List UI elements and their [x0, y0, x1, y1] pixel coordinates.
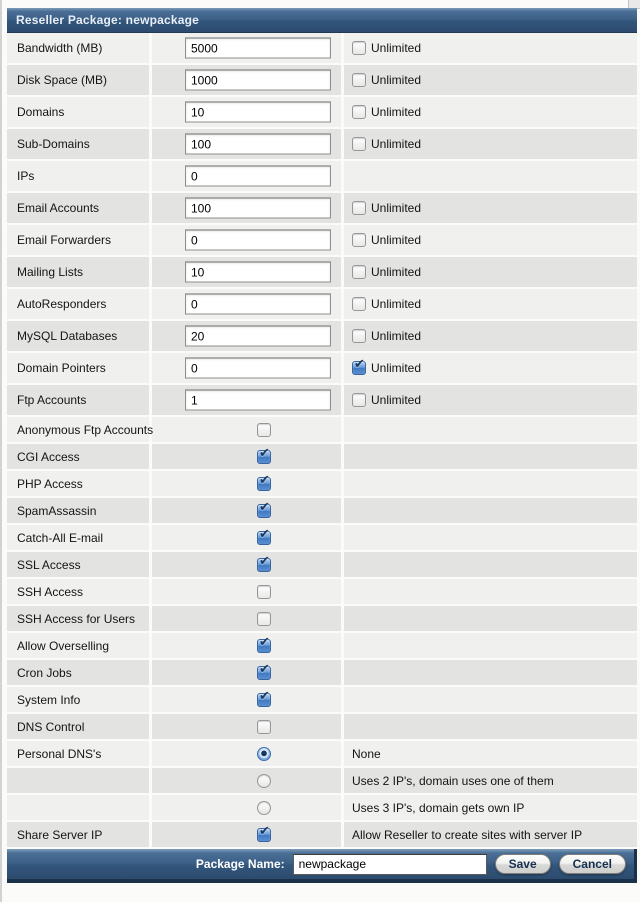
row-label: Personal DNS's: [17, 746, 102, 761]
row-php-access: [7, 471, 637, 498]
sub-domains-unlimited-checkbox[interactable]: [352, 137, 366, 151]
row-ssh-access-for-users: [7, 606, 637, 633]
save-button[interactable]: Save: [495, 854, 551, 874]
ssh-access-checkbox[interactable]: [257, 585, 271, 599]
row-label: Catch-All E-mail: [17, 530, 104, 545]
domain-pointers-input[interactable]: [185, 358, 331, 379]
mailing-lists-unlimited-checkbox[interactable]: [352, 265, 366, 279]
row-allow-overselling: [7, 633, 637, 660]
row-dns-control: [7, 714, 637, 741]
anonymous-ftp-accounts-checkbox[interactable]: [257, 423, 271, 437]
row-label: Ftp Accounts: [17, 393, 87, 407]
unlimited-label: Unlimited: [371, 393, 422, 407]
option-description: Allow Reseller to create sites with server IP: [352, 827, 583, 842]
row-email-forwarders: [7, 225, 637, 257]
ssh-access-for-users-checkbox[interactable]: [257, 612, 271, 626]
domains-unlimited-checkbox[interactable]: [352, 105, 366, 119]
unlimited-label: Unlimited: [371, 233, 422, 247]
row-label: Domain Pointers: [17, 361, 106, 375]
share-server-ip-checkbox[interactable]: [257, 828, 271, 842]
cgi-access-checkbox[interactable]: [257, 450, 271, 464]
mysql-databases-unlimited-checkbox[interactable]: [352, 329, 366, 343]
domain-pointers-unlimited-checkbox[interactable]: [352, 361, 366, 375]
system-info-checkbox[interactable]: [257, 693, 271, 707]
row-label: SSL Access: [17, 557, 81, 572]
row-label: IPs: [17, 169, 35, 183]
sub-domains-input[interactable]: [185, 134, 331, 155]
row-autoresponders: [7, 289, 637, 321]
email-accounts-input[interactable]: [185, 198, 331, 219]
personal-dns-radio-24[interactable]: [257, 747, 271, 761]
dns-control-checkbox[interactable]: [257, 720, 271, 734]
row-label: Email Forwarders: [17, 233, 112, 247]
email-forwarders-unlimited-checkbox[interactable]: [352, 233, 366, 247]
row-label: Email Accounts: [17, 201, 100, 215]
row-anonymous-ftp-accounts: [7, 417, 637, 444]
row-row: [7, 768, 637, 795]
row-label: PHP Access: [17, 476, 83, 491]
spamassassin-checkbox[interactable]: [257, 504, 271, 518]
row-sub-domains: [7, 129, 637, 161]
row-label: Mailing Lists: [17, 265, 84, 279]
row-bandwidth-mb: [7, 33, 637, 65]
php-access-checkbox[interactable]: [257, 477, 271, 491]
row-ips: [7, 161, 637, 193]
disk-space-mb-input[interactable]: [185, 70, 331, 91]
row-system-info: [7, 687, 637, 714]
row-share-server-ip: [7, 822, 637, 849]
option-description: Uses 2 IP's, domain uses one of them: [352, 773, 554, 788]
row-label: SSH Access for Users: [17, 611, 136, 626]
bandwidth-mb-unlimited-checkbox[interactable]: [352, 41, 366, 55]
ips-input[interactable]: [185, 166, 331, 187]
package-settings-rows: [7, 33, 637, 849]
unlimited-label: Unlimited: [371, 297, 422, 311]
row-personal-dns-s: [7, 741, 637, 768]
email-accounts-unlimited-checkbox[interactable]: [352, 201, 366, 215]
unlimited-label: Unlimited: [371, 73, 422, 87]
row-email-accounts: [7, 193, 637, 225]
panel-title: Reseller Package: newpackage: [16, 13, 200, 27]
unlimited-label: Unlimited: [371, 41, 422, 55]
unlimited-label: Unlimited: [371, 201, 422, 215]
unlimited-label: Unlimited: [371, 137, 422, 151]
catch-all-e-mail-checkbox[interactable]: [257, 531, 271, 545]
row-label: Share Server IP: [17, 827, 103, 842]
option-description: Uses 3 IP's, domain gets own IP: [352, 800, 525, 815]
unlimited-label: Unlimited: [371, 105, 422, 119]
row-mailing-lists: [7, 257, 637, 289]
cron-jobs-checkbox[interactable]: [257, 666, 271, 680]
window-left-edge: [0, 0, 2, 902]
row-label: DNS Control: [17, 719, 85, 734]
row-label: CGI Access: [17, 449, 80, 464]
reseller-package-panel: [7, 8, 637, 883]
row-ssl-access: [7, 552, 637, 579]
row-label: Cron Jobs: [17, 665, 72, 680]
row-domains: [7, 97, 637, 129]
email-forwarders-input[interactable]: [185, 230, 331, 251]
package-name-input[interactable]: [293, 854, 487, 875]
option-description: None: [352, 746, 381, 761]
row-label: Disk Space (MB): [17, 73, 108, 87]
row-cgi-access: [7, 444, 637, 471]
ftp-accounts-input[interactable]: [185, 390, 331, 411]
row-catch-all-e-mail: [7, 525, 637, 552]
autoresponders-input[interactable]: [185, 294, 331, 315]
row-label: SpamAssassin: [17, 503, 97, 518]
row-label: SSH Access: [17, 584, 84, 599]
row-mysql-databases: [7, 321, 637, 353]
unlimited-label: Unlimited: [371, 265, 422, 279]
ssl-access-checkbox[interactable]: [257, 558, 271, 572]
disk-space-mb-unlimited-checkbox[interactable]: [352, 73, 366, 87]
personal-dns-radio-26[interactable]: [257, 801, 271, 815]
row-spamassassin: [7, 498, 637, 525]
unlimited-label: Unlimited: [371, 361, 422, 375]
mysql-databases-input[interactable]: [185, 326, 331, 347]
cancel-button[interactable]: Cancel: [559, 854, 626, 874]
row-label: System Info: [17, 692, 81, 707]
personal-dns-radio-25[interactable]: [257, 774, 271, 788]
autoresponders-unlimited-checkbox[interactable]: [352, 297, 366, 311]
unlimited-label: Unlimited: [371, 329, 422, 343]
row-label: MySQL Databases: [17, 329, 118, 343]
allow-overselling-checkbox[interactable]: [257, 639, 271, 653]
row-label: Allow Overselling: [17, 638, 110, 653]
domains-input[interactable]: [185, 102, 331, 123]
row-domain-pointers: [7, 353, 637, 385]
row-ftp-accounts: [7, 385, 637, 417]
row-ssh-access: [7, 579, 637, 606]
panel-footer: [7, 849, 637, 883]
row-label: Sub-Domains: [17, 137, 90, 151]
bandwidth-mb-input[interactable]: [185, 38, 331, 59]
row-label: AutoResponders: [17, 297, 107, 311]
row-label: Bandwidth (MB): [17, 41, 103, 55]
mailing-lists-input[interactable]: [185, 262, 331, 283]
row-label: Anonymous Ftp Accounts: [17, 422, 154, 437]
row-cron-jobs: [7, 660, 637, 687]
package-name-label: Package Name:: [195, 857, 285, 871]
row-disk-space-mb: [7, 65, 637, 97]
row-row: [7, 795, 637, 822]
row-label: Domains: [17, 105, 65, 119]
ftp-accounts-unlimited-checkbox[interactable]: [352, 393, 366, 407]
panel-header: [7, 8, 637, 33]
